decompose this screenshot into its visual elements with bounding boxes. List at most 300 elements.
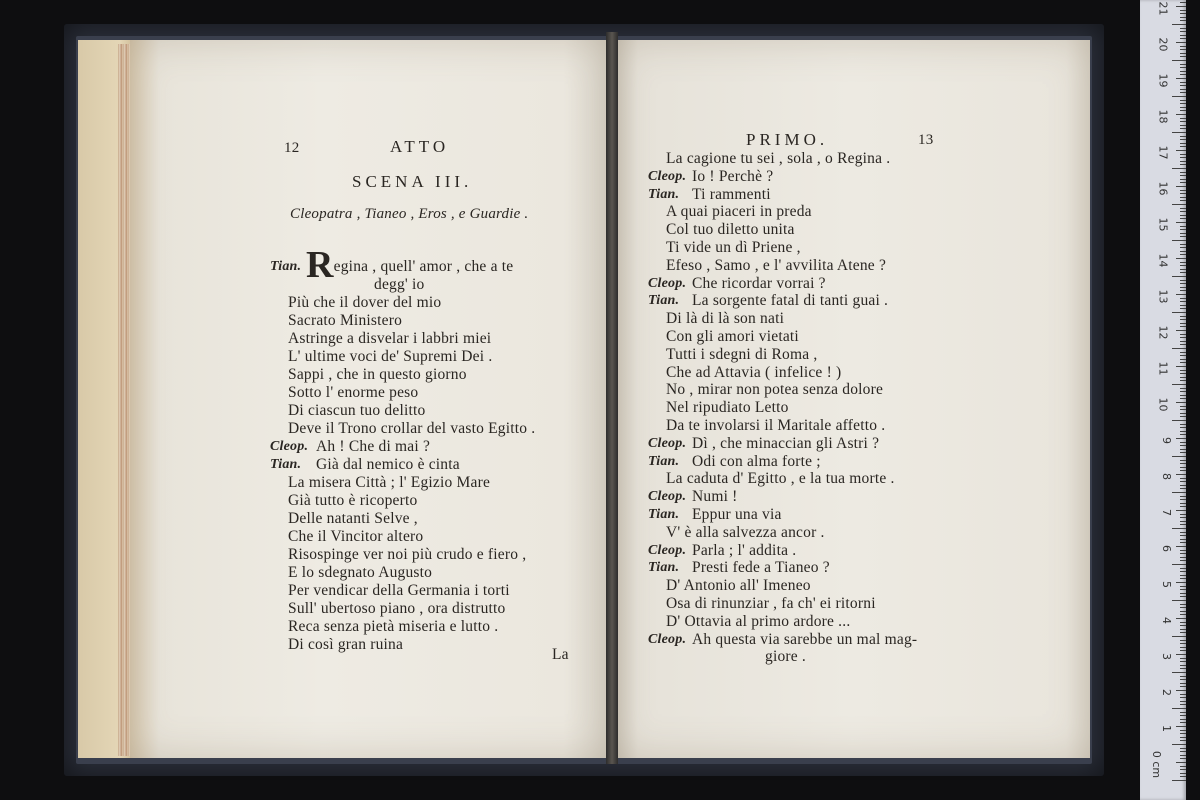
ruler-label: 21: [1156, 1, 1170, 16]
ruler-tick: [1180, 557, 1186, 558]
ruler-tick: [1180, 236, 1186, 237]
ruler-tick: [1180, 208, 1186, 209]
verse-line: Di ciascun tuo delitto: [288, 402, 426, 419]
ruler-tick: [1176, 582, 1186, 583]
ruler-tick: [1180, 107, 1186, 108]
ruler-label: 20: [1156, 37, 1170, 52]
ruler-tick: [1180, 200, 1186, 201]
verse-line: degg' io: [374, 276, 425, 293]
ruler-tick: [1180, 89, 1186, 90]
drop-cap: R: [306, 244, 334, 286]
ruler-tick: [1180, 175, 1186, 176]
ruler-tick: [1180, 593, 1186, 594]
ruler-tick: [1172, 420, 1186, 421]
ruler-tick: [1180, 287, 1186, 288]
ruler-tick: [1180, 571, 1186, 572]
ruler-tick: [1180, 740, 1186, 741]
verse-line: A quai piaceri in preda: [666, 203, 812, 221]
ruler-tick: [1180, 380, 1186, 381]
ruler-label: 5: [1160, 581, 1173, 588]
speaker-label: Tian.: [648, 560, 680, 576]
ruler-tick: [1180, 424, 1186, 425]
ruler-tick: [1180, 301, 1186, 302]
speaker-label: Tian.: [270, 259, 302, 274]
ruler-tick: [1180, 254, 1186, 255]
speaker-label: Tian.: [648, 453, 680, 469]
ruler-tick: [1176, 6, 1186, 7]
ruler-tick: [1180, 449, 1186, 450]
ruler-tick: [1172, 600, 1186, 601]
ruler-tick: [1180, 499, 1186, 500]
scene-title: SCENA III.: [352, 172, 473, 191]
ruler-tick: [1180, 355, 1186, 356]
ruler-tick: [1180, 64, 1186, 65]
ruler-tick: [1180, 722, 1186, 723]
ruler-tick: [1172, 276, 1186, 277]
ruler-tick: [1180, 359, 1186, 360]
ruler-tick: [1176, 186, 1186, 187]
ruler-label: 10: [1156, 397, 1170, 412]
ruler-tick: [1180, 46, 1186, 47]
ruler-label: 6: [1160, 545, 1173, 552]
verse-line: Con gli amori vietati: [666, 328, 799, 345]
ruler-tick: [1176, 222, 1186, 223]
ruler-tick: [1172, 564, 1186, 565]
ruler-tick: [1180, 352, 1186, 353]
verse-line: Astringe a disvelar i labbri miei: [288, 330, 492, 347]
ruler-tick: [1180, 71, 1186, 72]
ruler-tick: [1180, 211, 1186, 212]
ruler-tick: [1180, 730, 1186, 731]
verse-line: Risospinge ver noi più crudo e fiero ,: [288, 546, 527, 563]
ruler-tick: [1180, 748, 1186, 749]
ruler-tick: [1172, 672, 1186, 673]
ruler-tick: [1180, 373, 1186, 374]
ruler-tick: [1180, 614, 1186, 615]
ruler-tick: [1180, 125, 1186, 126]
speaker-label: Cleop.: [270, 439, 309, 454]
speaker-label: Tian.: [270, 457, 302, 472]
verse-line: La caduta d' Egitto , e la tua morte .: [666, 470, 895, 488]
ruler-tick: [1180, 118, 1186, 119]
ruler-tick: [1180, 193, 1186, 194]
ruler-tick: [1180, 244, 1186, 245]
ruler-tick: [1180, 769, 1186, 770]
ruler-tick: [1180, 658, 1186, 659]
verse-line: Odi con alma forte ;: [692, 452, 821, 470]
ruler-tick: [1180, 280, 1186, 281]
ruler-tick: [1176, 510, 1186, 511]
ruler-tick: [1180, 485, 1186, 486]
ruler-tick: [1172, 60, 1186, 61]
ruler-tick: [1180, 197, 1186, 198]
speaker-label: Cleop.: [648, 542, 687, 558]
ruler-tick: [1180, 164, 1186, 165]
ruler-tick: [1180, 629, 1186, 630]
ruler-tick: [1172, 636, 1186, 637]
verse-line: Che ad Attavia ( infelice ! ): [666, 363, 842, 381]
ruler-label: 7: [1160, 509, 1173, 516]
verse-line: Dì , che minaccian gli Astri ?: [692, 434, 880, 452]
verse-line: Parla ; l' addita .: [692, 541, 797, 559]
verse-line: Delle natanti Selve ,: [288, 510, 418, 527]
ruler-tick: [1180, 190, 1186, 191]
ruler-label: 19: [1156, 73, 1170, 88]
verse-line: Già tutto è ricoperto: [288, 492, 418, 509]
ruler-tick: [1180, 323, 1186, 324]
verse-line: E lo sdegnato Augusto: [288, 564, 433, 581]
speaker-label: Tian.: [648, 507, 680, 522]
ruler-tick: [1180, 100, 1186, 101]
ruler-tick: [1180, 103, 1186, 104]
verse-line: Di così gran ruina: [288, 636, 404, 653]
ruler-tick: [1180, 542, 1186, 543]
verse-line: No , mirar non potea senza dolore: [666, 381, 884, 399]
ruler-tick: [1180, 578, 1186, 579]
ruler-tick: [1180, 751, 1186, 752]
ruler-tick: [1180, 535, 1186, 536]
ruler-tick: [1180, 146, 1186, 147]
verse-line: Di là di là son nati: [666, 310, 785, 328]
ruler-tick: [1180, 431, 1186, 432]
ruler-label: 12: [1156, 325, 1170, 340]
ruler-tick: [1176, 150, 1186, 151]
ruler-tick: [1176, 618, 1186, 619]
ruler-tick: [1180, 308, 1186, 309]
ruler-tick: [1180, 316, 1186, 317]
ruler-tick: [1176, 438, 1186, 439]
ruler-tick: [1180, 416, 1186, 417]
ruler-tick: [1176, 402, 1186, 403]
ruler-tick: [1180, 92, 1186, 93]
ruler-tick: [1180, 532, 1186, 533]
ruler-tick: [1172, 24, 1186, 25]
ruler-tick: [1180, 334, 1186, 335]
ruler-tick: [1180, 121, 1186, 122]
ruler-label: 16: [1156, 181, 1170, 196]
ruler-label: 13: [1156, 289, 1170, 304]
ruler-tick: [1180, 143, 1186, 144]
ruler-tick: [1180, 550, 1186, 551]
right-running-head: PRIMO.: [746, 130, 829, 149]
verse-line: Col tuo diletto unita: [666, 221, 795, 239]
ruler-tick: [1172, 240, 1186, 241]
ruler-tick: [1180, 524, 1186, 525]
ruler-label: 15: [1156, 217, 1170, 232]
ruler-tick: [1180, 128, 1186, 129]
ruler-tick: [1180, 625, 1186, 626]
ruler-tick: [1180, 398, 1186, 399]
ruler-tick: [1180, 452, 1186, 453]
ruler-tick: [1180, 697, 1186, 698]
ruler-tick: [1180, 406, 1186, 407]
ruler-tick: [1180, 686, 1186, 687]
ruler-tick: [1180, 28, 1186, 29]
measurement-ruler: [1140, 0, 1186, 800]
ruler-label: 1: [1160, 725, 1173, 732]
ruler-tick: [1180, 715, 1186, 716]
ruler-tick: [1180, 517, 1186, 518]
ruler-label: 0 cm: [1149, 750, 1163, 779]
ruler-tick: [1180, 269, 1186, 270]
ruler-tick: [1180, 604, 1186, 605]
ruler-tick: [1180, 391, 1186, 392]
ruler-tick: [1180, 154, 1186, 155]
ruler-tick: [1180, 395, 1186, 396]
ruler-tick: [1172, 708, 1186, 709]
ruler-tick: [1176, 690, 1186, 691]
ruler-tick: [1180, 362, 1186, 363]
ruler-tick: [1180, 568, 1186, 569]
ruler-tick: [1180, 737, 1186, 738]
verse-line: La cagione tu sei , sola , o Regina .: [666, 150, 891, 167]
ruler-tick: [1180, 647, 1186, 648]
ruler-label: 18: [1156, 109, 1170, 124]
ruler-tick: [1180, 445, 1186, 446]
ruler-tick: [1176, 654, 1186, 655]
ruler-tick: [1176, 474, 1186, 475]
ruler-tick: [1176, 726, 1186, 727]
ruler-tick: [1180, 460, 1186, 461]
ruler-tick: [1176, 762, 1186, 763]
speaker-label: Cleop.: [648, 631, 687, 647]
ruler-tick: [1180, 326, 1186, 327]
ruler-tick: [1180, 514, 1186, 515]
ruler-tick: [1180, 575, 1186, 576]
ruler-tick: [1180, 586, 1186, 587]
ruler-label: 9: [1160, 437, 1173, 444]
ruler-tick: [1180, 233, 1186, 234]
ruler-tick: [1176, 330, 1186, 331]
ruler-tick: [1180, 74, 1186, 75]
ruler-tick: [1180, 632, 1186, 633]
ruler-label: 14: [1156, 253, 1170, 268]
ruler-tick: [1180, 179, 1186, 180]
verse-line: Ti rammenti: [692, 185, 771, 203]
ruler-tick: [1180, 31, 1186, 32]
ruler-tick: [1180, 470, 1186, 471]
ruler-tick: [1180, 467, 1186, 468]
ruler-tick: [1180, 2, 1186, 3]
ruler-tick: [1172, 384, 1186, 385]
verse-text: egina , quell' amor , che a te: [333, 258, 514, 275]
speaker-label: Tian.: [648, 186, 680, 202]
ruler-tick: [1180, 262, 1186, 263]
speaker-label: Cleop.: [648, 168, 687, 184]
ruler-tick: [1176, 114, 1186, 115]
verse-line: Per vendicar della Germania i torti: [288, 582, 510, 599]
ruler-tick: [1176, 42, 1186, 43]
ruler-label: 17: [1156, 145, 1170, 160]
ruler-tick: [1180, 434, 1186, 435]
ruler-tick: [1180, 13, 1186, 14]
ruler-tick: [1172, 132, 1186, 133]
ruler-tick: [1180, 157, 1186, 158]
verse-line: Sacrato Ministero: [288, 312, 403, 329]
ruler-tick: [1180, 388, 1186, 389]
ruler-tick: [1176, 258, 1186, 259]
ruler-tick: [1180, 668, 1186, 669]
ruler-tick: [1180, 676, 1186, 677]
ruler-tick: [1172, 780, 1186, 781]
verse-line: Tutti i sdegni di Roma ,: [666, 345, 818, 363]
ruler-tick: [1180, 506, 1186, 507]
ruler-tick: [1180, 766, 1186, 767]
ruler-tick: [1180, 56, 1186, 57]
verse-line: Osa di rinunziar , fa ch' ei ritorni: [666, 595, 876, 612]
verse-line: V' è alla salvezza ancor .: [666, 523, 825, 541]
ruler-tick: [1180, 161, 1186, 162]
verse-line: D' Ottavia al primo ardore ...: [666, 612, 851, 630]
ruler-tick: [1180, 712, 1186, 713]
ruler-tick: [1176, 366, 1186, 367]
ruler-tick: [1180, 463, 1186, 464]
ruler-tick: [1180, 640, 1186, 641]
ruler-tick: [1180, 20, 1186, 21]
ruler-tick: [1180, 589, 1186, 590]
ruler-tick: [1176, 78, 1186, 79]
ruler-tick: [1180, 370, 1186, 371]
ruler-tick: [1180, 10, 1186, 11]
ruler-tick: [1180, 496, 1186, 497]
ruler-tick: [1180, 553, 1186, 554]
ruler-tick: [1180, 182, 1186, 183]
ruler-tick: [1172, 492, 1186, 493]
verse-line: Più che il dover del mio: [288, 294, 442, 311]
ruler-tick: [1180, 733, 1186, 734]
ruler-tick: [1180, 344, 1186, 345]
ruler-tick: [1180, 704, 1186, 705]
verse-line: giore .: [765, 648, 806, 666]
speaker-label: Cleop.: [648, 489, 687, 505]
verse-line: Nel ripudiato Letto: [666, 399, 789, 417]
ruler-tick: [1180, 136, 1186, 137]
ruler-tick: [1180, 298, 1186, 299]
ruler-tick: [1180, 665, 1186, 666]
ruler-tick: [1180, 110, 1186, 111]
verse-line: Io ! Perchè ?: [692, 167, 774, 185]
verse-line: Sull' ubertoso piano , ora distrutto: [288, 600, 506, 617]
ruler-tick: [1180, 53, 1186, 54]
ruler-tick: [1180, 305, 1186, 306]
ruler-tick: [1172, 204, 1186, 205]
ruler-tick: [1176, 546, 1186, 547]
ruler-tick: [1180, 611, 1186, 612]
right-page-number: 13: [918, 132, 934, 148]
ruler-tick: [1180, 596, 1186, 597]
book-gutter: [606, 32, 618, 764]
ruler-tick: [1180, 67, 1186, 68]
ruler-tick: [1180, 622, 1186, 623]
ruler-tick: [1180, 247, 1186, 248]
ruler-tick: [1180, 719, 1186, 720]
verse-line: Che il Vincitor altero: [288, 528, 424, 545]
ruler-tick: [1180, 409, 1186, 410]
ruler-tick: [1180, 341, 1186, 342]
verse-line: La misera Città ; l' Egizio Mare: [288, 474, 491, 491]
verse-line: Ti vide un dì Priene ,: [666, 239, 801, 256]
ruler-tick: [1180, 481, 1186, 482]
verse-line: Ah ! Che di mai ?: [316, 438, 431, 455]
ruler-tick: [1180, 776, 1186, 777]
verse-line: Sappi , che in questo giorno: [288, 366, 467, 383]
verse-line: Numi !: [692, 488, 738, 506]
ruler-tick: [1180, 38, 1186, 39]
ruler-tick: [1180, 283, 1186, 284]
ruler-label: 4: [1160, 617, 1173, 624]
ruler-tick: [1180, 17, 1186, 18]
ruler-tick: [1180, 488, 1186, 489]
ruler-tick: [1180, 377, 1186, 378]
ruler-tick: [1180, 82, 1186, 83]
ruler-tick: [1180, 337, 1186, 338]
ruler-tick: [1180, 139, 1186, 140]
ruler-label: 8: [1160, 473, 1173, 480]
verse-line: Da te involarsi il Maritale affetto .: [666, 417, 886, 434]
ruler-tick: [1180, 49, 1186, 50]
verse-line: Presti fede a Tianeo ?: [692, 559, 830, 577]
ruler-label: 3: [1160, 653, 1173, 660]
ruler-tick: [1180, 758, 1186, 759]
ruler-tick: [1180, 503, 1186, 504]
ruler-tick: [1180, 413, 1186, 414]
ruler-tick: [1180, 661, 1186, 662]
ruler-tick: [1180, 251, 1186, 252]
ruler-tick: [1180, 218, 1186, 219]
speaker-label: Cleop.: [648, 435, 687, 451]
ruler-tick: [1172, 96, 1186, 97]
verse-line: L' ultime voci de' Supremi Dei .: [288, 348, 493, 365]
ruler-tick: [1180, 215, 1186, 216]
ruler-tick: [1180, 319, 1186, 320]
ruler-tick: [1176, 294, 1186, 295]
speaker-label: Tian.: [648, 293, 680, 309]
ruler-tick: [1180, 755, 1186, 756]
ruler-tick: [1180, 85, 1186, 86]
ruler-tick: [1180, 265, 1186, 266]
verse-line: Che ricordar vorrai ?: [692, 274, 826, 292]
ruler-tick: [1180, 272, 1186, 273]
ruler-tick: [1172, 312, 1186, 313]
ruler-tick: [1172, 348, 1186, 349]
ruler-tick: [1180, 701, 1186, 702]
ruler-tick: [1180, 521, 1186, 522]
verse-line: La sorgente fatal di tanti guai .: [692, 292, 889, 310]
ruler-tick: [1180, 290, 1186, 291]
ruler-tick: [1180, 683, 1186, 684]
verse-line: Efeso , Samo , e l' avvilita Atene ?: [666, 256, 887, 274]
left-running-head: ATTO: [390, 137, 450, 156]
catchword: La: [552, 646, 569, 663]
ruler-tick: [1180, 442, 1186, 443]
verse-line: D' Antonio all' Imeneo: [666, 577, 811, 595]
ruler-tick: [1180, 229, 1186, 230]
ruler-tick: [1172, 456, 1186, 457]
ruler-tick: [1172, 528, 1186, 529]
ruler-tick: [1180, 560, 1186, 561]
character-list: Cleopatra , Tianeo , Eros , e Guardie .: [290, 206, 529, 222]
verse-line: Già dal nemico è cinta: [316, 456, 460, 473]
ruler-tick: [1180, 35, 1186, 36]
verse-line: Ah questa via sarebbe un mal mag-: [692, 630, 918, 648]
ruler-tick: [1180, 650, 1186, 651]
verse-line: Deve il Trono crollar del vasto Egitto .: [288, 420, 536, 437]
ruler-tick: [1180, 226, 1186, 227]
ruler-tick: [1180, 427, 1186, 428]
ruler-tick: [1180, 643, 1186, 644]
ruler-tick: [1172, 168, 1186, 169]
ruler-tick: [1180, 478, 1186, 479]
